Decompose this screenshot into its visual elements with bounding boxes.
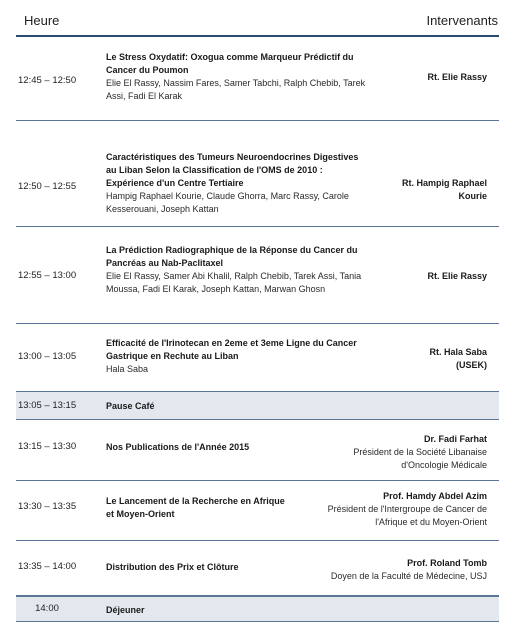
talk-title: Efficacité de l'Irinotecan en 2eme et 3eme Ligne du Cancer Gastrique en Rechute au Liban: [106, 338, 357, 361]
speaker: [377, 177, 487, 203]
speaker-name: Rt. Hampig Raphael Kourie: [401, 178, 487, 201]
row-time: 13:30 – 13:35: [18, 501, 77, 512]
row-time: 13:15 – 13:30: [18, 441, 77, 452]
talk-title: Nos Publications de l'Année 2015: [106, 442, 250, 452]
column-header-time: Heure: [24, 13, 60, 28]
break-title: Pause Café: [106, 401, 155, 411]
schedule-row-break: [16, 596, 499, 622]
row-time: 12:45 – 12:50: [18, 75, 77, 86]
speaker-name: Dr. Fadi Farhat: [423, 434, 487, 444]
speaker-name: Rt. Hala Saba (USEK): [429, 347, 487, 370]
speaker: [287, 71, 487, 84]
speaker: [317, 433, 487, 472]
schedule-row: [16, 481, 499, 541]
talk-authors: Hampig Raphael Kourie, Claude Ghorra, Marc Rassy, Carole Kesserouani, Joseph Kattan: [106, 191, 349, 214]
column-header-speakers: Intervenants: [426, 13, 498, 28]
schedule-row: [16, 420, 499, 481]
talk-title: Caractéristiques des Tumeurs Neuroendocrines Digestives au Liban Selon la Classification de l'OMS de 2010 : Expérience d'un Centre Tertiaire: [106, 152, 359, 188]
speaker: [302, 490, 487, 529]
schedule-row: [16, 227, 499, 324]
speaker-name: Prof. Roland Tomb: [407, 558, 487, 568]
speaker-role: Doyen de la Faculté de Médecine, USJ: [330, 571, 487, 581]
row-content: [106, 604, 366, 617]
row-content: [106, 337, 366, 376]
speaker-role: Président de la Société Libanaise d'Oncologie Médicale: [353, 447, 487, 470]
schedule-row: [16, 541, 499, 596]
talk-title: Le Stress Oxydatif: Oxogua comme Marqueur Prédictif du Cancer du Poumon: [106, 52, 354, 75]
speaker: [287, 270, 487, 283]
row-time: 12:50 – 12:55: [18, 181, 77, 192]
talk-title: La Prédiction Radiographique de la Réponse du Cancer du Pancréas au Nab-Paclitaxel: [106, 245, 358, 268]
talk-authors: Elie El Rassy, Samer Abi Khalil, Ralph Chebib, Tarek Assi, Tania Moussa, Fadi El Karak, Joseph Kattan, Marwan Ghosn: [106, 271, 362, 294]
row-content: [106, 151, 366, 216]
speaker-name: Rt. Elie Rassy: [427, 72, 487, 82]
schedule-row: [16, 324, 499, 392]
speaker-role: Président de l'Intergroupe de Cancer de l'Afrique et du Moyen-Orient: [327, 504, 487, 527]
row-content: [106, 495, 286, 521]
row-time: 13:35 – 14:00: [18, 561, 77, 572]
row-time: 13:05 – 13:15: [18, 400, 77, 411]
speaker: [407, 346, 487, 372]
speaker-name: Prof. Hamdy Abdel Azim: [383, 491, 487, 501]
break-title: Déjeuner: [106, 605, 145, 615]
row-content: [106, 400, 366, 413]
speaker-name: Rt. Elie Rassy: [427, 271, 487, 281]
talk-title: Distribution des Prix et Clôture: [106, 562, 239, 572]
speaker: [287, 557, 487, 583]
row-time: 13:00 – 13:05: [18, 351, 77, 362]
talk-authors: Elie El Rassy, Nassim Fares, Samer Tabchi, Ralph Chebib, Tarek Assi, Fadi El Karak: [106, 78, 366, 101]
schedule-row: [16, 121, 499, 227]
schedule-row-break: [16, 392, 499, 420]
row-time: 12:55 – 13:00: [18, 270, 77, 281]
row-time: 14:00: [35, 603, 59, 614]
talk-authors: Hala Saba: [106, 364, 149, 374]
schedule-row: [16, 37, 499, 121]
talk-title: Le Lancement de la Recherche en Afrique et Moyen-Orient: [106, 496, 285, 519]
schedule-header: [16, 0, 498, 36]
